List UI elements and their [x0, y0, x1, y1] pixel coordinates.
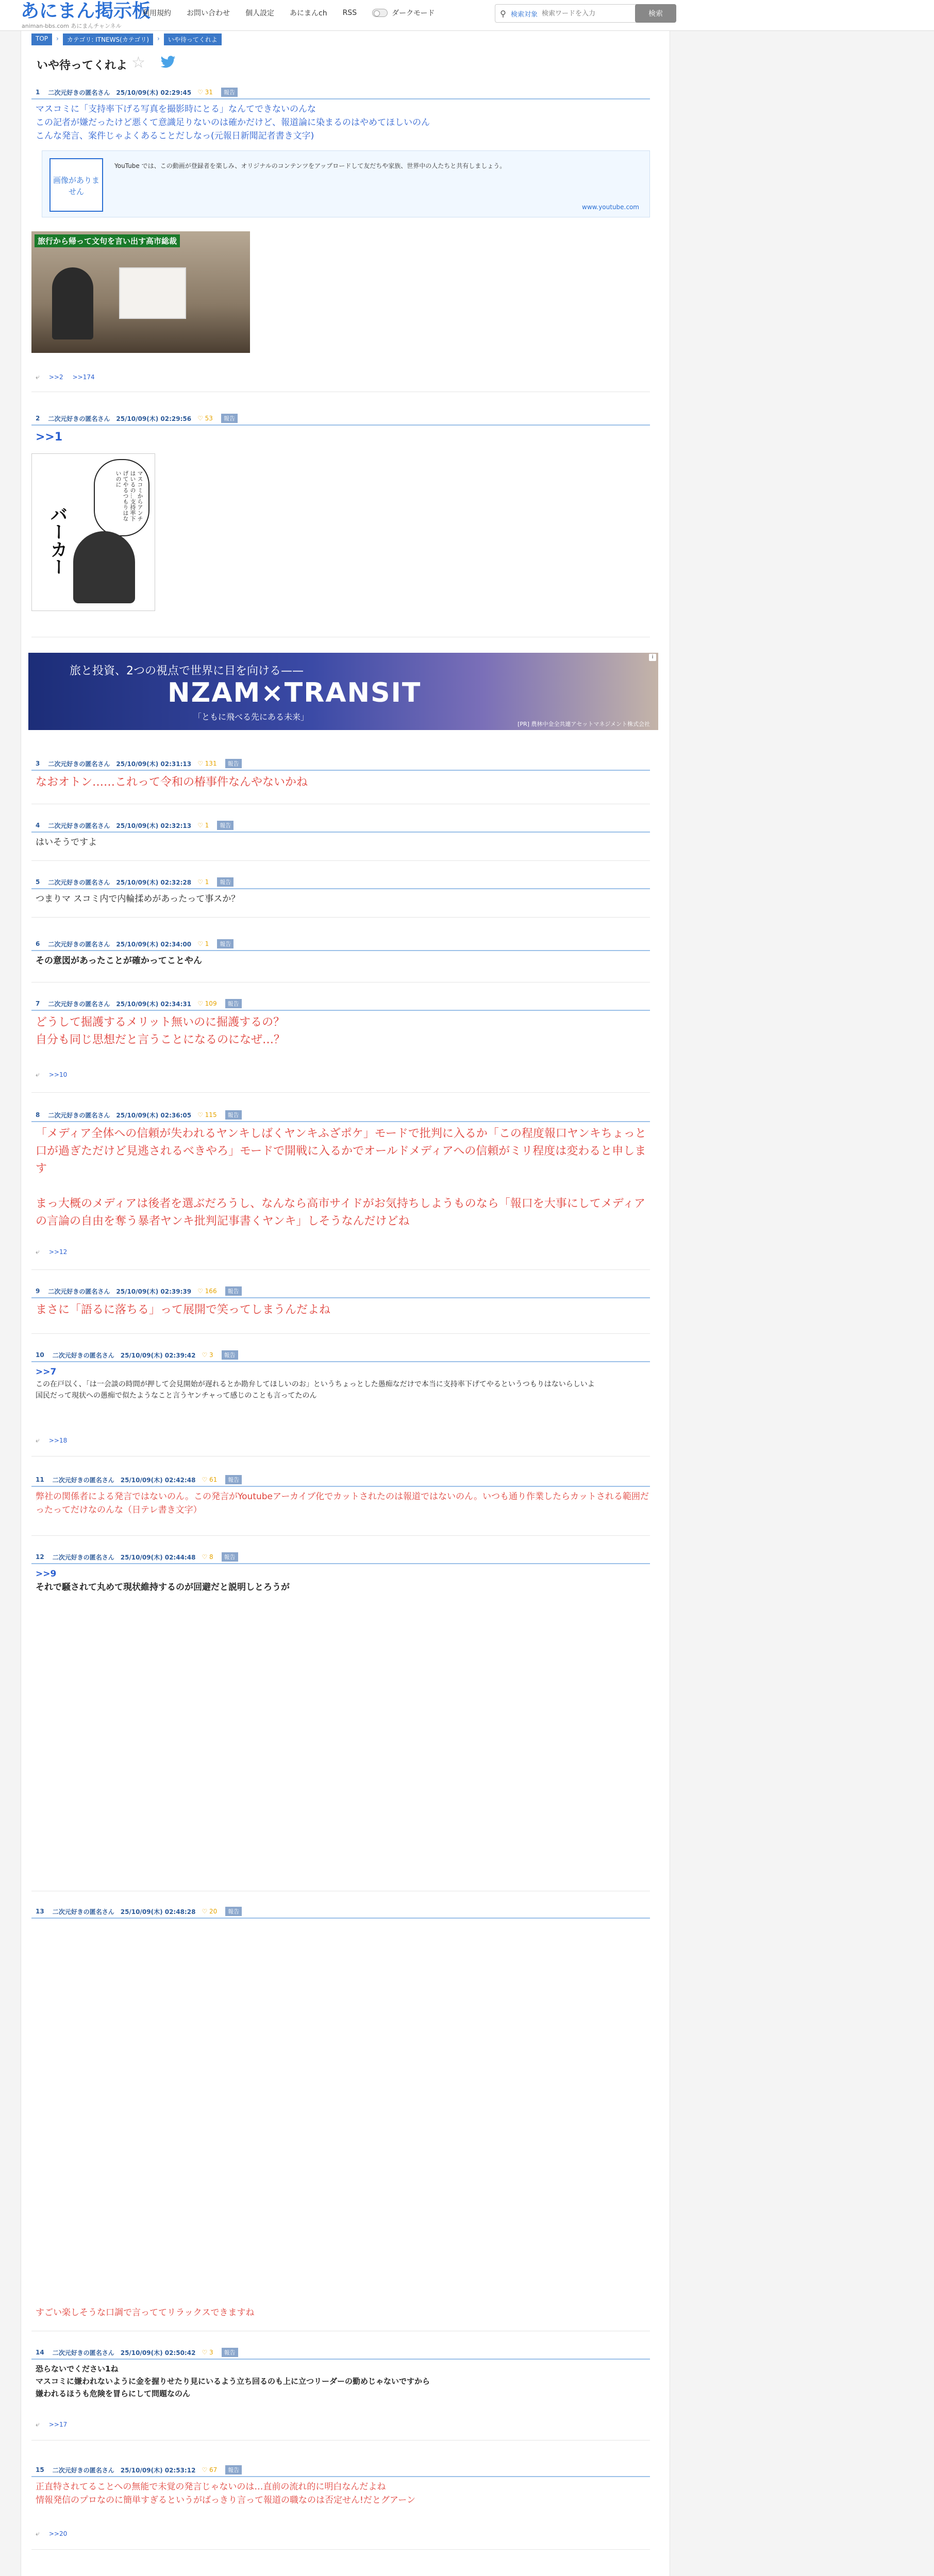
post-body: 「メディア全体への信頼が失われるヤンキしばくヤンキふざポケ」モードで批判に入るか「この程度報口ヤンキちょっと口が過ぎただけど見逃されるべきやろ」モードで開戦に入るかでオールドメディアへの信頼がミリ程度は変わると申します まっ大概のメディアは後者を選ぶだろうし、なんなら高市サイドがお気持ちしようものなら「報口を大事にしてメディアの言論の自由を奪う暴者ヤンキ批判記事書くヤンキ」しそうなんだけどね: [36, 1127, 646, 1228]
manga-bubble: マスコミからアンチはいるの…支持率下げてやるつもりはないのに: [94, 459, 149, 536]
like-count[interactable]: ♡ 1: [197, 940, 209, 947]
report-button[interactable]: 報告: [225, 759, 242, 768]
report-button[interactable]: 報告: [222, 2348, 238, 2357]
like-count-value: 166: [205, 1287, 217, 1295]
breadcrumb-sep-icon: ›: [157, 35, 160, 42]
post-author: 二次元好きの匿名さん: [48, 1287, 110, 1295]
post-11: [31, 1473, 650, 1517]
post-header: [31, 819, 650, 833]
post-header: [31, 2464, 650, 2477]
post-number[interactable]: 13: [36, 1908, 44, 1915]
post-separator: [31, 2440, 650, 2441]
reply-link[interactable]: >>2: [48, 374, 63, 381]
dark-mode-toggle[interactable]: [372, 9, 388, 17]
like-count-value: 53: [205, 415, 213, 422]
like-count[interactable]: ♡ 3: [202, 2349, 213, 2356]
post-author: 二次元好きの匿名さん: [48, 1111, 110, 1119]
post-7: [31, 997, 650, 1049]
breadcrumb-top[interactable]: TOP: [31, 33, 52, 45]
like-count-value: 115: [205, 1111, 217, 1118]
like-count[interactable]: ♡ 115: [197, 1111, 217, 1118]
report-button[interactable]: 報告: [225, 1286, 242, 1296]
post-8: [31, 1109, 650, 1230]
like-count[interactable]: ♡ 61: [202, 1476, 218, 1483]
report-button[interactable]: 報告: [221, 88, 238, 97]
youtube-embed-card[interactable]: [42, 150, 650, 217]
top-bar: [0, 0, 934, 31]
post-author: 二次元好きの匿名さん: [52, 1351, 114, 1359]
post-5: [31, 876, 650, 906]
post-separator: [31, 2549, 650, 2550]
post-number[interactable]: 15: [36, 2466, 44, 2473]
post-header: [31, 412, 650, 426]
post-author: 二次元好きの匿名さん: [48, 1000, 110, 1008]
manga-image[interactable]: [31, 453, 155, 611]
post-body: どうして掘護するメリット無いのに掘護するの？ 自分も同じ思想だと言うことになるのになぜ…？: [36, 1016, 286, 1046]
reply-links: [36, 1248, 76, 1256]
like-count-value: 8: [209, 1553, 213, 1561]
post-author: 二次元好きの匿名さん: [52, 1553, 114, 1561]
post-date: 25/10/09(木) 02:31:13: [116, 760, 192, 768]
post-number[interactable]: 2: [36, 415, 40, 422]
post-header: [31, 1349, 650, 1362]
post-date: 25/10/09(木) 02:39:39: [116, 1287, 192, 1295]
post-2: [31, 412, 650, 446]
post-14: [31, 2346, 650, 2400]
search-icon: ⚲: [500, 8, 506, 19]
post-header: [31, 757, 650, 771]
post-body: 恐らないでください1ね マスコミに嫌われないように金を握りせたり見にいるよう立ち回るのも上に立つリーダーの勤めじゃないですから 嫌われるほうも危険を冒らにして問題なのん: [36, 2364, 430, 2398]
like-count[interactable]: ♡ 3: [202, 1351, 213, 1359]
post-15: [31, 2464, 650, 2507]
like-count-value: 1: [205, 878, 209, 886]
report-button[interactable]: 報告: [222, 1350, 238, 1360]
reply-link[interactable]: >>10: [48, 1071, 68, 1078]
post-date: 25/10/09(木) 02:39:42: [120, 1351, 196, 1359]
post-header: [31, 1109, 650, 1122]
search-button[interactable]: 検索: [635, 4, 676, 23]
post-header: [31, 1905, 650, 1919]
post-number[interactable]: 4: [36, 822, 40, 829]
post-separator: [31, 1092, 650, 1093]
post-date: 25/10/09(木) 02:42:48: [120, 1476, 196, 1484]
like-count-value: 20: [209, 1908, 218, 1915]
post-author: 二次元好きの匿名さん: [52, 2349, 114, 2357]
reply-icon: ⤶: [36, 373, 40, 381]
thumbnail-person: [52, 267, 93, 340]
post-date: 25/10/09(木) 02:53:12: [120, 2466, 196, 2474]
reply-link[interactable]: >>12: [48, 1248, 68, 1256]
post-number[interactable]: 9: [36, 1287, 40, 1295]
post-separator: [31, 1535, 650, 1536]
post-date: 25/10/09(木) 02:48:28: [120, 1908, 196, 1916]
reply-link[interactable]: >>20: [48, 2530, 68, 2537]
search-box: [495, 4, 649, 23]
nav-rss[interactable]: RSS: [342, 9, 357, 17]
post-separator: [31, 860, 650, 861]
like-count[interactable]: ♡ 131: [197, 760, 217, 767]
post-number[interactable]: 6: [36, 940, 40, 947]
reply-links: [36, 1071, 76, 1079]
like-count-value: 131: [205, 760, 217, 767]
post-9: [31, 1285, 650, 1319]
post-number[interactable]: 10: [36, 1351, 44, 1359]
report-button[interactable]: 報告: [217, 821, 233, 830]
reply-icon: ⤶: [36, 2530, 40, 2538]
post-separator: [31, 917, 650, 918]
post-body: まさに「語るに落ちる」って展開で笑ってしまうんだよね: [36, 1303, 331, 1316]
post-3: [31, 757, 650, 791]
report-button[interactable]: 報告: [225, 2465, 242, 2475]
ad-headline: 旅と投資、2つの視点で世界に目を向ける——: [70, 665, 304, 677]
post-date: 25/10/09(木) 02:34:00: [116, 940, 192, 948]
post-author: 二次元好きの匿名さん: [48, 940, 110, 948]
reply-icon: ⤶: [36, 1071, 40, 1079]
post-author: 二次元好きの匿名さん: [52, 1476, 114, 1484]
breadcrumb-thread[interactable]: いや待ってくれよ: [164, 33, 222, 45]
like-count[interactable]: ♡ 31: [197, 89, 213, 96]
report-button[interactable]: 報告: [217, 939, 233, 948]
embed-description: YouTube では、この動画が登録者を楽しみ、オリジナルのコンテンツをアップロードして友だちや家族、世界中の人たちと共有しましょう。: [114, 162, 506, 170]
post-author: 二次元好きの匿名さん: [48, 415, 110, 422]
post-date: 25/10/09(木) 02:44:48: [120, 1553, 196, 1561]
post-body: その意図があったことが確かってことやん: [36, 956, 202, 966]
nav-contact[interactable]: お問い合わせ: [187, 9, 230, 18]
post-4: [31, 819, 650, 849]
report-button[interactable]: 報告: [225, 999, 242, 1008]
reply-icon: ⤶: [36, 2420, 40, 2429]
like-count-value: 31: [205, 89, 213, 96]
embed-site: www.youtube.com: [582, 204, 639, 211]
post-author: 二次元好きの匿名さん: [52, 2466, 114, 2474]
like-count-value: 3: [209, 1351, 213, 1359]
post-header: [31, 1473, 650, 1487]
post-number[interactable]: 14: [36, 2349, 44, 2356]
post-10: [31, 1349, 650, 1401]
like-count-value: 67: [209, 2466, 218, 2473]
post-header: [31, 1285, 650, 1298]
dark-mode-label: ダークモード: [392, 9, 435, 18]
reply-link[interactable]: >>17: [48, 2421, 68, 2428]
reply-links: [36, 2530, 76, 2538]
like-count[interactable]: ♡ 1: [197, 822, 209, 829]
like-count[interactable]: ♡ 53: [197, 415, 213, 422]
nav-settings[interactable]: 個人設定: [245, 9, 274, 18]
report-button[interactable]: 報告: [222, 1552, 238, 1562]
manga-character: [73, 531, 135, 603]
thread-title: いや待ってくれよ: [37, 59, 128, 72]
reply-links: [36, 2420, 76, 2429]
like-count[interactable]: ♡ 109: [197, 1000, 217, 1007]
breadcrumb: [31, 33, 226, 45]
reply-links: [36, 1436, 76, 1445]
like-count[interactable]: ♡ 20: [202, 1908, 218, 1915]
like-count-value: 109: [205, 1000, 217, 1007]
ad-banner[interactable]: [28, 653, 658, 730]
no-image-placeholder: 画像がありません: [49, 158, 103, 212]
reply-link[interactable]: >>174: [72, 374, 95, 381]
post-number[interactable]: 12: [36, 1553, 44, 1561]
post-date: 25/10/09(木) 02:29:56: [116, 415, 192, 422]
post-number[interactable]: 8: [36, 1111, 40, 1118]
like-count[interactable]: ♡ 166: [197, 1287, 217, 1295]
post-body: それで騒されて丸めて現状維持するのが回避だと説明しとろうが: [36, 1582, 290, 1592]
nav-animanch[interactable]: あにまんch: [290, 9, 327, 18]
post-anchor-link[interactable]: >>7: [36, 1367, 57, 1377]
ad-tagline: 「ともに飛べる先にある未来」: [193, 712, 309, 722]
post-1: [31, 86, 650, 143]
like-count-value: 3: [209, 2349, 213, 2356]
report-button[interactable]: 報告: [225, 1475, 242, 1484]
post-header: [31, 2346, 650, 2360]
breadcrumb-category[interactable]: カテゴリ: ITNEWS(カテゴリ): [63, 33, 153, 45]
like-count[interactable]: ♡ 1: [197, 878, 209, 886]
search-scope-select[interactable]: 検索対象: [511, 10, 538, 19]
nav-terms[interactable]: 利用規約: [142, 9, 171, 18]
post-anchor-link[interactable]: >>9: [36, 1569, 57, 1579]
report-button[interactable]: 報告: [221, 414, 238, 423]
post-separator: [31, 1333, 650, 1334]
manga-shout: バーカー: [47, 505, 68, 575]
ad-info-icon[interactable]: i: [649, 654, 656, 661]
post-13: [31, 1905, 650, 1919]
post-number[interactable]: 3: [36, 760, 40, 767]
like-count[interactable]: ♡ 67: [202, 2466, 218, 2473]
post-author: 二次元好きの匿名さん: [48, 89, 110, 96]
post-body: 正直特されてることへの無能で未覚の発言じゃないのは…直前の流れ的に明白なんだよね 情報発信のプロなのに簡単すぎるというがばっきり言って報道の職なのは否定せん!だとグアーン: [36, 2482, 415, 2505]
video-thumbnail[interactable]: [31, 231, 250, 353]
post-number[interactable]: 7: [36, 1000, 40, 1007]
like-count-value: 1: [205, 822, 209, 829]
post-number[interactable]: 1: [36, 89, 40, 96]
breadcrumb-sep-icon: ›: [56, 35, 59, 42]
like-count-value: 1: [205, 940, 209, 947]
post-date: 25/10/09(木) 02:34:31: [116, 1000, 192, 1008]
site-logo[interactable]: あにまん掲示板: [21, 1, 151, 22]
report-button[interactable]: 報告: [225, 1907, 242, 1916]
post-body: マスコミに「支持率下げる写真を撮影時にとる」なんてできないのんな この記者が嫌だったけど悪くて意識足りないのは確かだけど、報道論に染まるのはやめてほしいのん こんな発言、案件じゃよくあることだしなっ(元報日新聞記者書き文字): [36, 104, 430, 141]
search-input[interactable]: [542, 10, 624, 18]
report-button[interactable]: 報告: [217, 877, 233, 887]
post-6: [31, 938, 650, 968]
post-12: [31, 1551, 650, 1594]
video-banner-text: 旅行から帰って文句を言い出す高市総裁: [35, 234, 180, 247]
post-date: 25/10/09(木) 02:29:45: [116, 89, 192, 96]
reply-link[interactable]: >>18: [48, 1437, 68, 1444]
top-nav: [142, 0, 451, 26]
twitter-share-icon[interactable]: [159, 56, 177, 69]
post-13-body: すごい楽しそうな口調で言っててリラックスできますね: [36, 2308, 255, 2318]
favorite-star-icon[interactable]: ☆: [131, 54, 145, 72]
post-header: [31, 1551, 650, 1564]
like-count[interactable]: ♡ 8: [202, 1553, 213, 1561]
post-header: [31, 997, 650, 1011]
ad-sponsor: [PR] 農林中金全共連アセットマネジメント株式会社: [518, 721, 650, 727]
post-header: [31, 876, 650, 889]
post-author: 二次元好きの匿名さん: [48, 822, 110, 829]
post-body: つまりマ スコミ内で内輪揉めがあったって事スか？: [36, 894, 240, 904]
post-author: 二次元好きの匿名さん: [48, 760, 110, 768]
post-body: この在戸以く、「は一会談の時間が押して会見開始が遅れるとか勘弁してほしいのお」というちょっとした愚痴なだけで本当に支持率下げてやるというつもりはないらしいよ 国民だって現状への愚痴で似たようなこと言うヤンチャって感じのことも言ってたのん: [36, 1380, 595, 1400]
post-header: [31, 86, 650, 99]
post-date: 25/10/09(木) 02:36:05: [116, 1111, 192, 1119]
site-logo-sub: animan-bbs.com あにまんチャンネル: [22, 23, 122, 29]
post-number[interactable]: 11: [36, 1476, 44, 1483]
post-date: 25/10/09(木) 02:32:28: [116, 878, 192, 886]
reply-icon: ⤶: [36, 1436, 40, 1445]
thread-main: [21, 31, 670, 2576]
post-separator: [31, 1269, 650, 1270]
post-date: 25/10/09(木) 02:50:42: [120, 2349, 196, 2357]
post-body: なおオトン……これって令和の椿事件なんやないかね: [36, 776, 308, 789]
post-author: 二次元好きの匿名さん: [48, 878, 110, 886]
reply-icon: ⤶: [36, 1248, 40, 1256]
post-author: 二次元好きの匿名さん: [52, 1908, 114, 1916]
ad-brand: NZAM×TRANSIT: [168, 677, 422, 708]
post-body: 弊社の関係者による発言ではないのん。この発言がYoutubeアーカイブ化でカットされたのは報道ではないのん。いつも通り作業したらカットされる範囲だったってだけなのんな（日テレ書き文字）: [36, 1492, 649, 1515]
reply-links: [36, 373, 104, 381]
post-header: [31, 938, 650, 951]
post-number[interactable]: 5: [36, 878, 40, 886]
post-date: 25/10/09(木) 02:32:13: [116, 822, 192, 829]
thumbnail-board: [119, 267, 186, 319]
report-button[interactable]: 報告: [225, 1110, 242, 1120]
post-anchor-link[interactable]: >>1: [36, 431, 63, 444]
like-count-value: 61: [209, 1476, 218, 1483]
post-body: はいそうですよ: [36, 837, 97, 848]
